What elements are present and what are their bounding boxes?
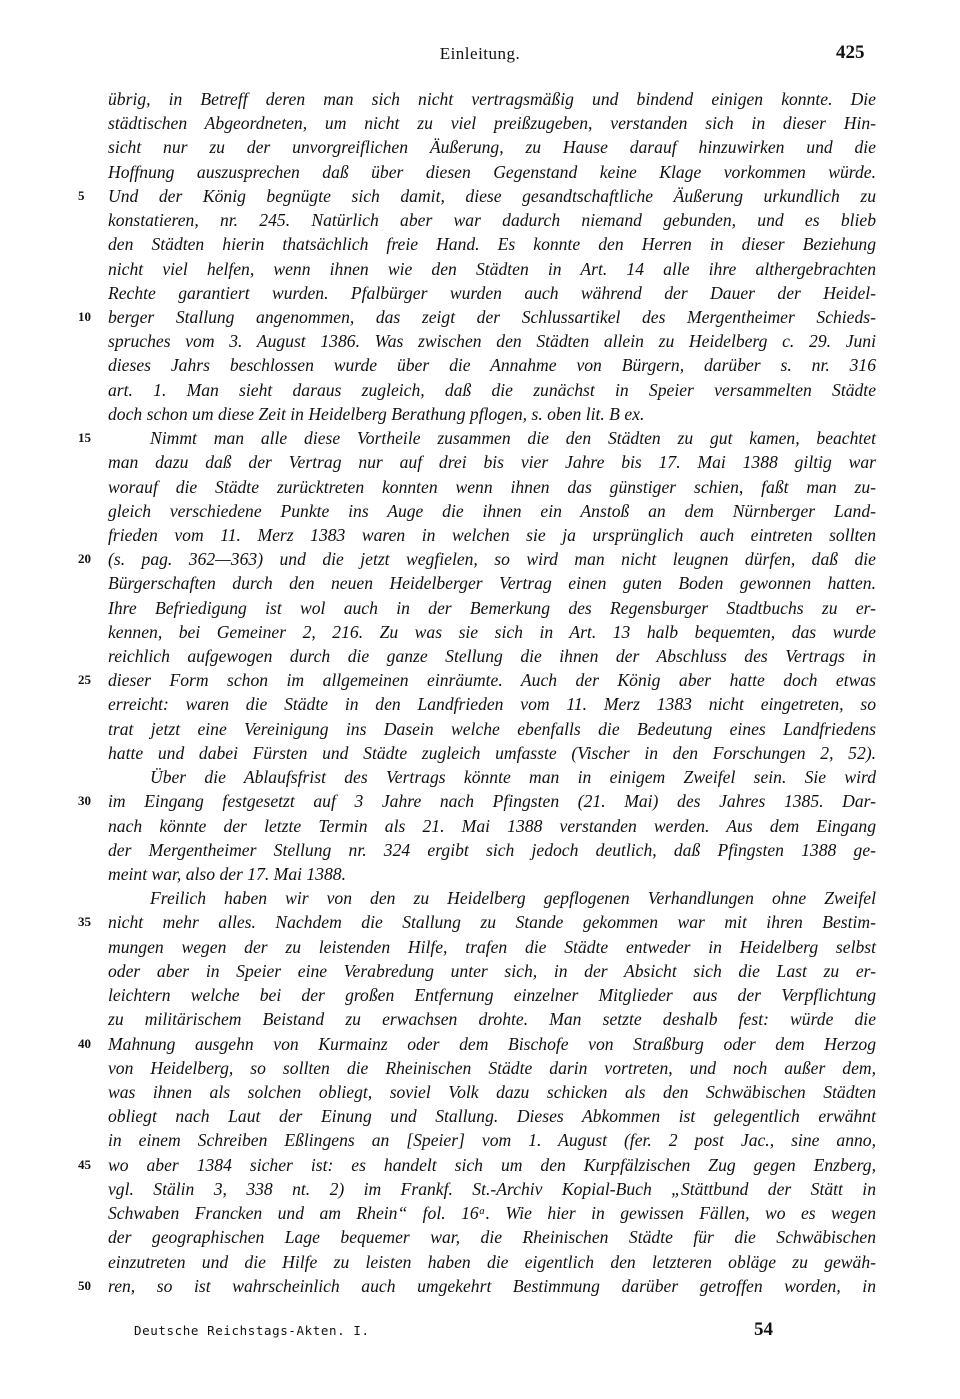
line-text: wo aber 1384 sicher ist: es handelt sich um den Kurpfälzischen Zug gegen Enzberg, (108, 1154, 876, 1175)
line-text: doch schon um diese Zeit in Heidelberg Berathung pflogen, s. oben lit. B ex. (108, 403, 645, 424)
text-line (0, 862, 960, 886)
line-text: frieden vom 11. Merz 1383 waren in welchen sie ja ursprünglich auch eintreten sollten (108, 524, 876, 545)
text-line (0, 959, 960, 983)
line-text: dieses Jahrs beschlossen wurde über die Annahme von Bürgern, darüber s. nr. 316 (108, 355, 876, 376)
text-line (0, 741, 960, 765)
line-text: leichtern welche bei der großen Entfernung einzelner Mitglieder aus der Verpflichtung (108, 985, 876, 1006)
line-number: 50 (78, 1277, 91, 1293)
line-number: 45 (78, 1156, 91, 1172)
text-line (0, 668, 960, 692)
line-text: übrig, in Betreff deren man sich nicht vertragsmäßig und bindend einigen konnte. Die (108, 89, 876, 109)
line-text: Nimmt man alle diese Vortheile zusammen die den Städten zu gut kamen, beachtet (150, 428, 876, 449)
text-line (0, 1080, 960, 1104)
line-text: trat jetzt eine Vereinigung ins Dasein welche ebenfalls die Bedeutung eines Landfriedens (108, 718, 876, 739)
line-text: nicht mehr alles. Nachdem die Stallung zu Stande gekommen war mit ihren Bestim- (108, 912, 876, 933)
line-text: reichlich aufgewogen durch die ganze Stellung die ihnen der Abschluss des Vertrags in (108, 646, 876, 667)
line-text: Über die Ablaufsfrist des Vertrags könnte man in einigem Zweifel sein. Sie wird (150, 767, 876, 788)
text-line (0, 1032, 960, 1056)
text-line (0, 765, 960, 789)
text-line (0, 1128, 960, 1152)
line-text: in einem Schreiben Eßlingens an [Speier] vom 1. August (fer. 2 post Jac., sine anno, (108, 1130, 876, 1151)
line-text: spruches vom 3. August 1386. Was zwischen den Städten allein zu Heidelberg c. 29. Juni (108, 331, 876, 352)
sheet-number: 54 (754, 1319, 773, 1340)
line-text: den Städten hierin thatsächlich freie Hand. Es konnte den Herren in dieser Beziehung (108, 234, 876, 255)
line-text: der Mergentheimer Stellung nr. 324 ergibt sich jedoch deutlich, daß Pfingsten 1388 ge- (108, 839, 876, 860)
line-text: der geographischen Lage bequemer war, die Rheinischen Städte für die Schwäbischen (108, 1227, 876, 1248)
text-line (0, 717, 960, 741)
text-line (0, 789, 960, 813)
text-line (0, 596, 960, 620)
line-text: Rechte garantiert wurden. Pfalbürger wurden auch während der Dauer der Heidel- (108, 282, 876, 303)
running-title: Einleitung. (439, 44, 521, 63)
line-number: 10 (78, 308, 91, 324)
text-line (0, 620, 960, 644)
text-line (0, 305, 960, 329)
line-text: was ihnen als solchen obliegt, soviel Volk dazu schicken als den Schwäbischen Städten (108, 1081, 876, 1102)
line-text: erreicht: waren die Städte in den Landfrieden vom 11. Merz 1383 nicht eingetreten, so (108, 694, 876, 715)
text-line (0, 111, 960, 135)
line-text: berger Stallung angenommen, das zeigt der Schlussartikel des Mergentheimer Schieds- (108, 306, 876, 327)
line-text: vgl. Stälin 3, 338 nt. 2) im Frankf. St.-Archiv Kopial-Buch „Stättbund der Stätt in (108, 1178, 876, 1199)
text-line (0, 329, 960, 353)
text-line (0, 910, 960, 934)
footer-signature: Deutsche Reichstags-Akten. I. (134, 1323, 370, 1338)
line-text: städtischen Abgeordneten, um nicht zu viel preißzugeben, verstanden sich in dieser Hin- (108, 113, 876, 134)
line-text: ren, so ist wahrscheinlich auch umgekehrt Bestimmung darüber getroffen worden, in (108, 1275, 876, 1296)
line-text: nach könnte der letzte Termin als 21. Mai 1388 verstanden werden. Aus dem Eingang (108, 815, 876, 836)
line-number: 40 (78, 1035, 91, 1051)
text-line (0, 983, 960, 1007)
line-text: Hoffnung auszusprechen daß über diesen Gegenstand keine Klage vorkommen würde. (108, 161, 876, 182)
text-line (0, 692, 960, 716)
body-text (0, 87, 960, 1298)
line-text: kennen, bei Gemeiner 2, 216. Zu was sie sich in Art. 13 halb bequemten, das wurde (108, 621, 876, 642)
text-line (0, 814, 960, 838)
line-text: Bürgerschaften durch den neuen Heidelberger Vertrag einen guten Boden gewonnen hatten. (108, 573, 876, 594)
line-number: 25 (78, 672, 91, 688)
line-text: Freilich haben wir von den zu Heidelberg gepflogenen Verhandlungen ohne Zweifel (150, 888, 876, 909)
line-text: zu militärischem Beistand zu erwachsen drohte. Man setzte deshalb fest: würde die (108, 1009, 876, 1030)
line-text: man dazu daß der Vertrag nur auf drei bis vier Jahre bis 17. Mai 1388 giltig war (108, 452, 876, 473)
line-text: worauf die Städte zurücktreten konnten wenn ihnen das günstiger schien, faßt man zu- (108, 476, 876, 497)
line-text: von Heidelberg, so sollten die Rheinischen Städte darin vortreten, und noch außer dem, (108, 1057, 876, 1078)
text-line (0, 1250, 960, 1274)
page-number: 425 (836, 42, 865, 63)
text-line (0, 450, 960, 474)
line-text: mungen wegen der zu leistenden Hilfe, trafen die Städte entweder in Heidelberg selbst (108, 936, 876, 957)
text-line (0, 160, 960, 184)
line-text: einzutreten und die Hilfe zu leisten haben die eigentlich den letzteren obläge zu gewäh- (108, 1251, 876, 1272)
line-text: obliegt nach Laut der Einung und Stallung. Dieses Abkommen ist gelegentlich erwähnt (108, 1106, 876, 1127)
text-line (0, 547, 960, 571)
text-line (0, 1201, 960, 1225)
line-text: konstatieren, nr. 245. Natürlich aber war dadurch niemand gebunden, und es blieb (108, 210, 876, 231)
line-number: 35 (78, 914, 91, 930)
text-line (0, 523, 960, 547)
line-text: oder aber in Speier eine Verabredung unter sich, in der Absicht sich die Last zu er- (108, 960, 876, 981)
line-number: 15 (78, 430, 91, 446)
line-text: im Eingang festgesetzt auf 3 Jahre nach Pfingsten (21. Mai) des Jahres 1385. Dar- (108, 791, 876, 812)
line-text: hatte und dabei Fürsten und Städte zugleich umfasste (Vischer in den Forschungen 2, 52). (108, 742, 876, 763)
text-line (0, 644, 960, 668)
line-text: Mahnung ausgehn von Kurmainz oder dem Bischofe von Straßburg oder dem Herzog (108, 1033, 876, 1054)
text-line (0, 378, 960, 402)
text-line (0, 87, 960, 111)
line-text: Ihre Befriedigung ist wol auch in der Bemerkung des Regensburger Stadtbuchs zu er- (108, 597, 876, 618)
text-line (0, 935, 960, 959)
text-line (0, 1007, 960, 1031)
text-line (0, 135, 960, 159)
text-line (0, 402, 960, 426)
text-line (0, 1177, 960, 1201)
line-text: sicht nur zu der unvorgreiflichen Äußerung, zu Hause darauf hinzuwirken und die (108, 137, 876, 158)
text-line (0, 499, 960, 523)
text-line (0, 475, 960, 499)
text-line (0, 257, 960, 281)
line-text: Schwaben Francken und am Rhein“ fol. 16ᵃ. Wie hier in gewissen Fällen, wo es wegen (108, 1203, 876, 1224)
line-number: 30 (78, 793, 91, 809)
line-text: art. 1. Man sieht daraus zugleich, daß die zunächst in Speier versammelten Städte (108, 379, 876, 400)
text-line (0, 184, 960, 208)
text-line (0, 208, 960, 232)
text-line (0, 1225, 960, 1249)
line-text: (s. pag. 362—363) und die jetzt wegfielen, so wird man nicht leugnen dürfen, daß die (108, 549, 876, 570)
line-text: Und der König begnügte sich damit, diese gesandtschaftliche Äußerung urkundlich zu (108, 185, 876, 206)
text-line (0, 1153, 960, 1177)
text-line (0, 426, 960, 450)
text-line (0, 353, 960, 377)
line-text: meint war, also der 17. Mai 1388. (108, 864, 347, 884)
line-text: dieser Form schon im allgemeinen einräumte. Auch der König aber hatte doch etwas (108, 670, 876, 691)
line-text: gleich verschiedene Punkte ins Auge die ihnen ein Anstoß an dem Nürnberger Land- (108, 500, 876, 521)
line-text: nicht viel helfen, wenn ihnen wie den Städten in Art. 14 alle ihre althergebrachten (108, 258, 876, 279)
text-line (0, 838, 960, 862)
text-line (0, 571, 960, 595)
text-line (0, 281, 960, 305)
text-line (0, 886, 960, 910)
text-line (0, 1056, 960, 1080)
line-number: 20 (78, 551, 91, 567)
text-line (0, 232, 960, 256)
text-line (0, 1274, 960, 1298)
text-line (0, 1104, 960, 1128)
line-number: 5 (78, 187, 85, 203)
